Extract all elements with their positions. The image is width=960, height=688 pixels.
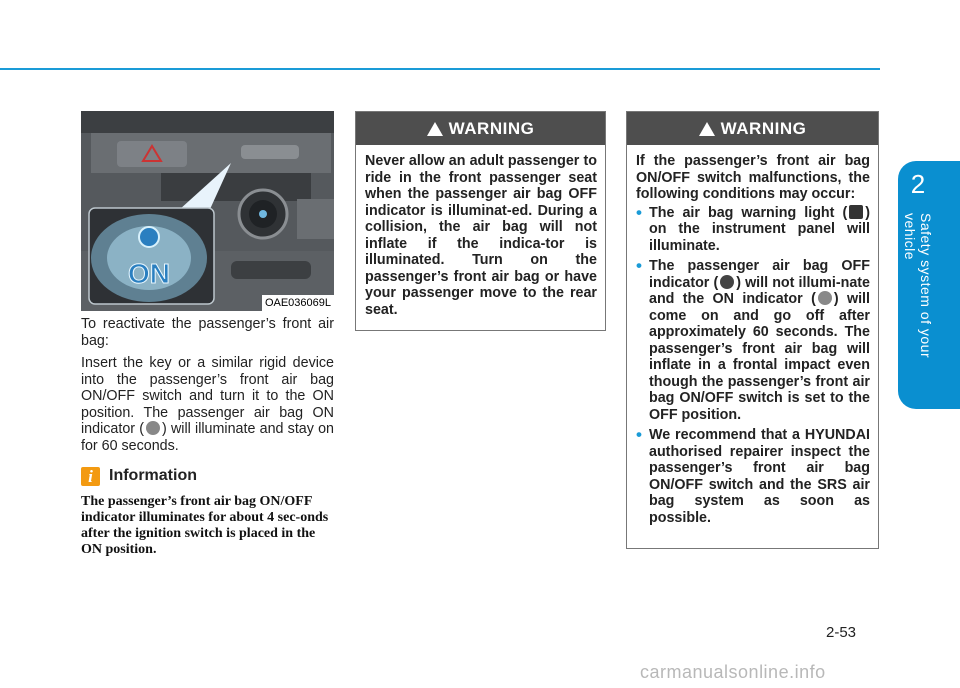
list-item: • We recommend that a HYUNDAI authorised repairer inspect the passenger’s front air bag ON/OFF switch and the SRS air bag system as soon as possible. [636, 427, 870, 526]
information-header [81, 467, 334, 486]
warning-content [627, 145, 878, 540]
warning-header [356, 112, 605, 145]
airbag-on-indicator-icon [818, 291, 832, 305]
airbag-off-indicator-icon [720, 275, 734, 289]
body-column [81, 316, 334, 558]
warning-list [636, 205, 870, 527]
warning-label: WARNING [448, 118, 535, 138]
warning-text: Never allow an adult passenger to ride in the front passenger seat when the passenger air bag OFF indicator is illuminat-ed. During a collision, the air bag will not inflate if the indica-tor is illuminated. Turn on the passenger’s front air bag or have your passenger move to the rear seat. [365, 153, 597, 318]
list-item: • The passenger air bag OFF indicator ( ) will not illumi-nate and the ON indicator ( ) will come on and go off after approximately 60 seconds. The passenger’s front air bag will inflate in a frontal impact even though the passenger’s front air bag ON/OFF switch is set to the OFF position. [636, 258, 870, 423]
header-rule [0, 68, 880, 70]
warning-box-2 [626, 111, 879, 549]
warning-box-1 [355, 111, 606, 331]
information-text: The passenger’s front air bag ON/OFF indicator illuminates for about 4 sec-onds after the ignition switch is placed in the ON position. [81, 494, 329, 557]
warning-intro: If the passenger’s front air bag ON/OFF switch malfunctions, the following conditions may occur: [636, 153, 870, 202]
dashboard-illustration [81, 111, 334, 311]
body-paragraph: Insert the key or a similar rigid device into the passenger’s front air bag ON/OFF switch and turn it to the ON position. The passenger air bag ON indicator ( ) will illuminate and stay on for 60 seconds. [81, 355, 335, 454]
on-indicator-label: ON [128, 258, 170, 289]
warning-header [627, 112, 878, 145]
body-paragraph: To reactivate the passenger’s front air bag: [81, 316, 334, 349]
chapter-tab [898, 161, 960, 409]
dashboard-figure [81, 111, 334, 311]
watermark: carmanualsonline.info [640, 662, 826, 682]
information-title: Information [109, 467, 197, 485]
figure-code: OAE036069L [262, 295, 334, 311]
warning-label: WARNING [720, 118, 807, 138]
airbag-on-indicator-icon [146, 421, 160, 435]
list-item: • The air bag warning light ( ) on the instrument panel will illuminate. [636, 205, 870, 255]
warning-triangle-icon [699, 122, 715, 136]
airbag-on-symbol-icon [139, 227, 159, 247]
warning-triangle-icon [427, 122, 443, 136]
chapter-title: Safety system of your vehicle [902, 213, 934, 359]
chapter-number: 2 [910, 169, 926, 199]
airbag-warning-light-icon [849, 205, 863, 219]
info-icon: i [81, 467, 100, 486]
page-number: 2-53 [826, 624, 857, 641]
